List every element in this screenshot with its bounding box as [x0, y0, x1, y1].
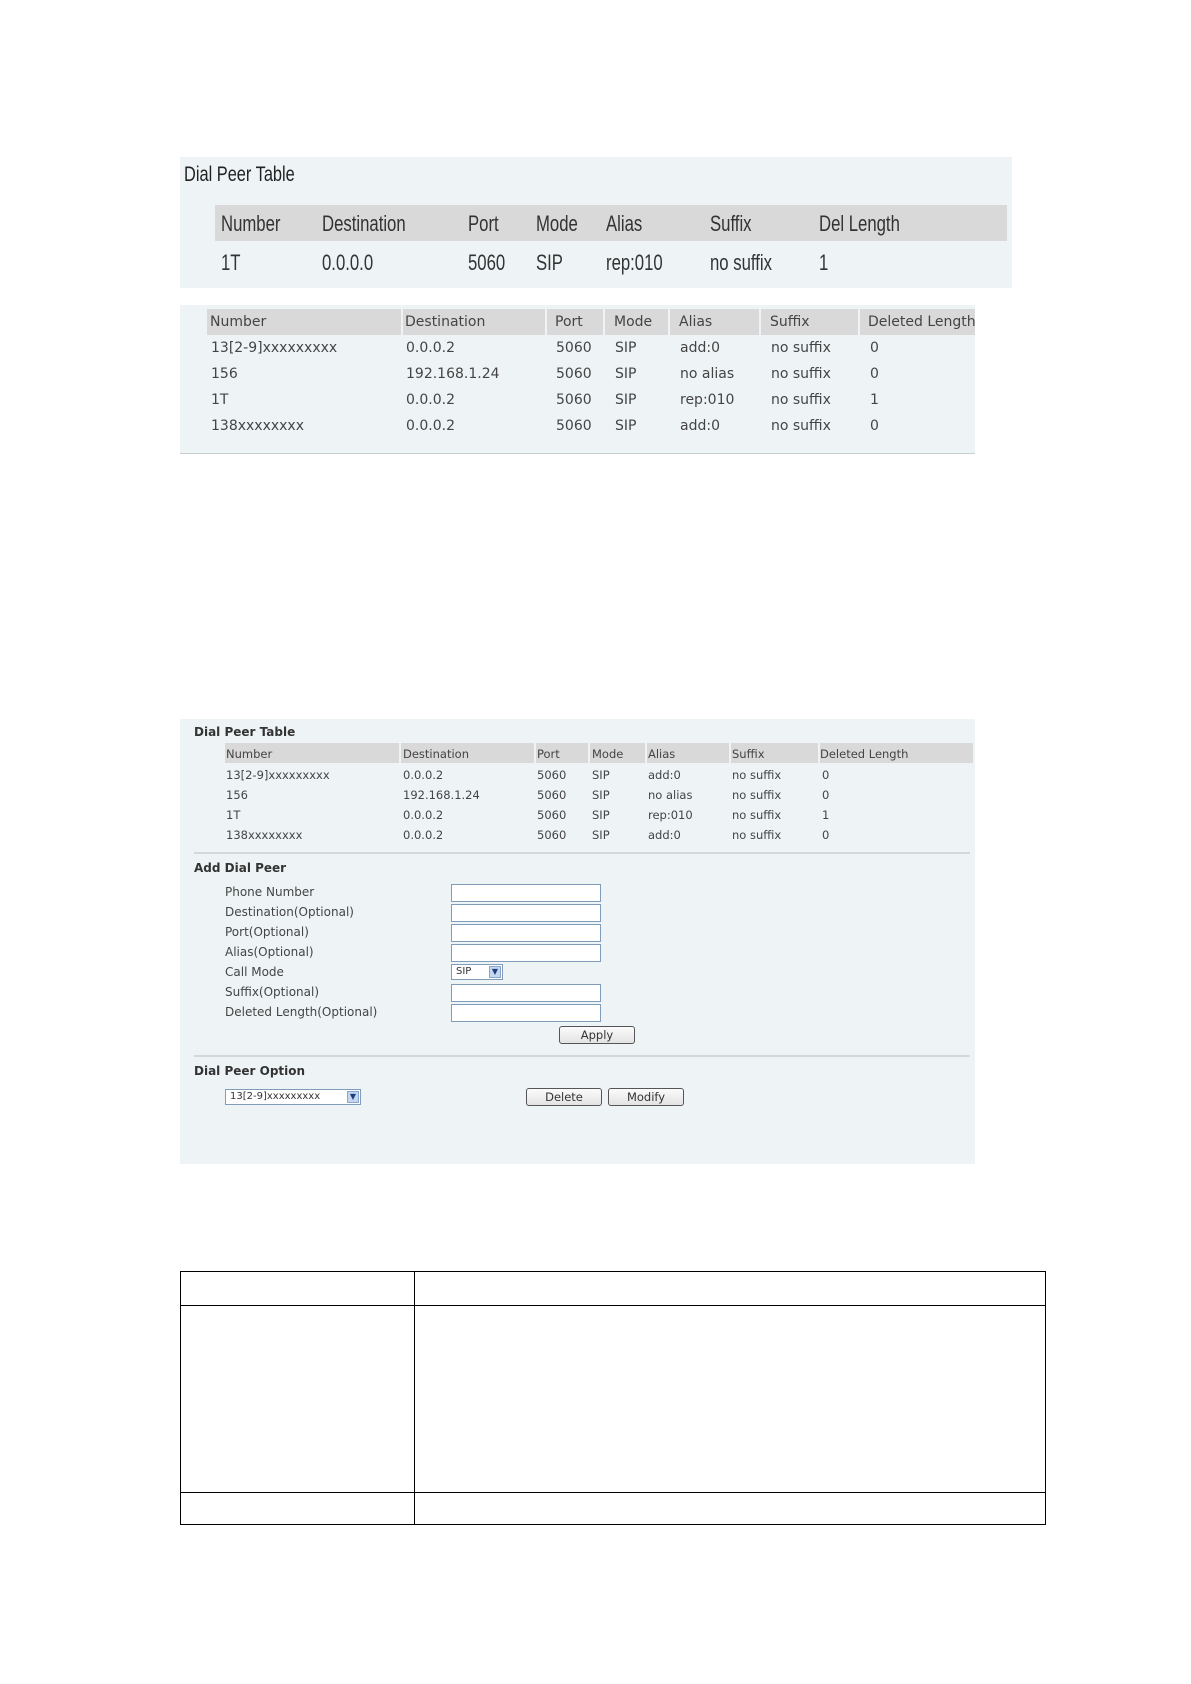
cell-number: 1T: [226, 808, 241, 822]
cell-suffix: no suffix: [732, 808, 782, 822]
dial-peer-table-crop: [180, 305, 975, 454]
cell-mode: SIP: [592, 788, 610, 802]
col-header-deleted-length: Deleted Length: [820, 747, 909, 761]
col-header-port: Port: [537, 747, 560, 761]
col-header-del-length: Del Length: [819, 211, 900, 236]
port-label: Port(Optional): [225, 925, 309, 939]
col-header-mode: Mode: [592, 747, 624, 761]
phone-number-input[interactable]: [451, 884, 601, 902]
cell-number: 156: [211, 366, 238, 382]
chevron-down-icon[interactable]: ▼: [489, 966, 501, 978]
col-header-port: Port: [555, 314, 583, 330]
chevron-down-icon[interactable]: ▼: [347, 1091, 359, 1103]
col-header-alias: Alias: [606, 211, 643, 236]
document-table: [180, 1271, 1046, 1525]
cell-alias: add:0: [680, 418, 720, 434]
cell-alias: add:0: [648, 828, 681, 842]
destination-label: Destination(Optional): [225, 905, 354, 919]
cell-deleted-length: 0: [822, 768, 830, 782]
cell-deleted-length: 0: [870, 366, 879, 382]
cell-destination: 0.0.0.0: [322, 250, 374, 275]
dial-peer-table-zoomed: [180, 157, 1012, 288]
col-header-deleted-length: Deleted Length: [868, 314, 976, 330]
col-header-destination: Destination: [405, 314, 486, 330]
cell-number: 1T: [211, 392, 229, 408]
modify-button[interactable]: Modify: [608, 1088, 684, 1106]
cell-suffix: no suffix: [771, 392, 831, 408]
cell-destination: 192.168.1.24: [403, 788, 480, 802]
dial-peer-option-value: 13[2-9]xxxxxxxxx: [230, 1091, 321, 1102]
cell-number: 13[2-9]xxxxxxxxx: [211, 340, 338, 356]
col-header-suffix: Suffix: [732, 747, 765, 761]
table-header-bar: [207, 309, 975, 335]
col-header-alias: Alias: [648, 747, 676, 761]
cell-mode: SIP: [615, 366, 637, 382]
cell-number: 138xxxxxxxx: [211, 418, 305, 434]
cell-mode: SIP: [615, 392, 637, 408]
dial-peer-config-page: [180, 719, 975, 1164]
cell-mode: SIP: [592, 828, 610, 842]
cell-port: 5060: [468, 250, 506, 275]
cell-alias: no alias: [680, 366, 735, 382]
cell-destination: 0.0.0.2: [406, 340, 455, 356]
deleted-length-label: Deleted Length(Optional): [225, 1005, 378, 1019]
cell-alias: add:0: [648, 768, 681, 782]
phone-number-label: Phone Number: [225, 885, 315, 899]
section-divider: [194, 1055, 970, 1057]
cell-port: 5060: [537, 788, 567, 802]
col-header-port: Port: [468, 211, 499, 236]
cell-deleted-length: 0: [870, 340, 879, 356]
call-mode-value: SIP: [456, 966, 472, 977]
cell-deleted-length: 0: [870, 418, 879, 434]
cell-mode: SIP: [615, 418, 637, 434]
suffix-input[interactable]: [451, 984, 601, 1002]
cell-deleted-length: 1: [822, 808, 830, 822]
cell-suffix: no suffix: [732, 788, 782, 802]
col-header-mode: Mode: [536, 211, 578, 236]
cell-destination: 0.0.0.2: [406, 418, 455, 434]
section-title-dial-peer-table: Dial Peer Table: [194, 725, 296, 739]
table-title: Dial Peer Table: [184, 163, 295, 186]
deleted-length-input[interactable]: [451, 1004, 601, 1022]
alias-label: Alias(Optional): [225, 945, 314, 959]
cell-port: 5060: [537, 808, 567, 822]
cell-number: 156: [226, 788, 248, 802]
col-header-suffix: Suffix: [710, 211, 752, 236]
call-mode-label: Call Mode: [225, 965, 284, 979]
cell-port: 5060: [537, 768, 567, 782]
cell-number: 13[2-9]xxxxxxxxx: [226, 768, 330, 782]
cell-port: 5060: [556, 366, 592, 382]
col-header-destination: Destination: [322, 211, 406, 236]
cell-port: 5060: [556, 418, 592, 434]
col-header-mode: Mode: [614, 314, 653, 330]
table-column-divider: [414, 1272, 415, 1524]
dial-peer-option-select[interactable]: [225, 1089, 361, 1105]
table-row-divider: [181, 1305, 1045, 1306]
cell-number: 138xxxxxxxx: [226, 828, 303, 842]
cell-deleted-length: 1: [870, 392, 879, 408]
col-header-alias: Alias: [679, 314, 713, 330]
col-header-number: Number: [210, 314, 267, 330]
alias-input[interactable]: [451, 944, 601, 962]
cell-destination: 192.168.1.24: [406, 366, 500, 382]
cell-alias: no alias: [648, 788, 693, 802]
cell-mode: SIP: [615, 340, 637, 356]
delete-button[interactable]: Delete: [526, 1088, 602, 1106]
cell-suffix: no suffix: [732, 768, 782, 782]
cell-alias: rep:010: [680, 392, 735, 408]
cell-destination: 0.0.0.2: [403, 828, 444, 842]
destination-input[interactable]: [451, 904, 601, 922]
call-mode-select[interactable]: [451, 964, 503, 980]
col-header-destination: Destination: [403, 747, 469, 761]
col-header-number: Number: [221, 211, 281, 236]
cell-deleted-length: 0: [822, 788, 830, 802]
section-title-add-dial-peer: Add Dial Peer: [194, 861, 287, 875]
cell-suffix: no suffix: [771, 418, 831, 434]
col-header-number: Number: [226, 747, 273, 761]
col-header-suffix: Suffix: [770, 314, 810, 330]
cell-suffix: no suffix: [710, 250, 772, 275]
cell-alias: add:0: [680, 340, 720, 356]
cell-mode: SIP: [592, 768, 610, 782]
cell-deleted-length: 0: [822, 828, 830, 842]
cell-suffix: no suffix: [771, 340, 831, 356]
cell-alias: rep:010: [648, 808, 693, 822]
port-input[interactable]: [451, 924, 601, 942]
cell-del-length: 1: [819, 250, 829, 275]
cell-mode: SIP: [536, 250, 563, 275]
cell-alias: rep:010: [606, 250, 663, 275]
cell-destination: 0.0.0.2: [403, 768, 444, 782]
section-divider: [194, 852, 970, 854]
cell-port: 5060: [556, 340, 592, 356]
suffix-label: Suffix(Optional): [225, 985, 320, 999]
table-row-divider: [181, 1492, 1045, 1493]
cell-port: 5060: [537, 828, 567, 842]
cell-port: 5060: [556, 392, 592, 408]
cell-number: 1T: [221, 250, 241, 275]
cell-suffix: no suffix: [732, 828, 782, 842]
cell-mode: SIP: [592, 808, 610, 822]
cell-destination: 0.0.0.2: [406, 392, 455, 408]
cell-suffix: no suffix: [771, 366, 831, 382]
apply-button[interactable]: Apply: [559, 1026, 635, 1044]
section-title-dial-peer-option: Dial Peer Option: [194, 1064, 306, 1078]
cell-destination: 0.0.0.2: [403, 808, 444, 822]
